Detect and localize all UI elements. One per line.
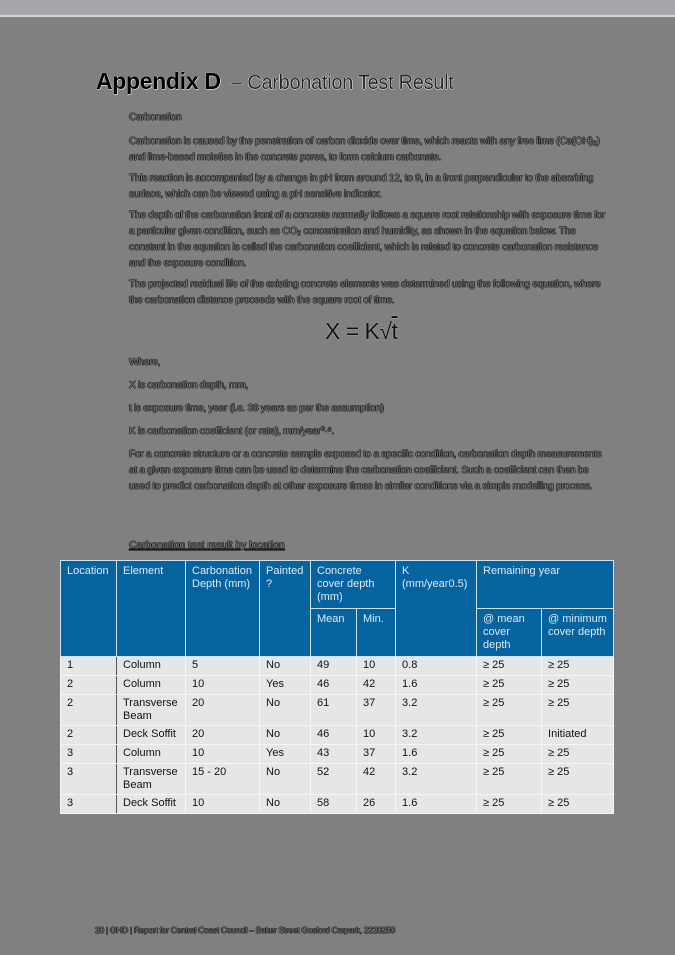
cell-location: 2 bbox=[61, 695, 117, 726]
cell-rem-min: Initiated bbox=[542, 726, 614, 745]
cell-element: Column bbox=[117, 676, 186, 695]
cell-mean: 61 bbox=[311, 695, 357, 726]
header-at-min: @ minimum cover depth bbox=[542, 609, 614, 657]
cell-depth: 10 bbox=[186, 676, 260, 695]
carbonation-equation bbox=[325, 318, 397, 345]
cell-depth: 20 bbox=[186, 726, 260, 745]
cell-min: 26 bbox=[357, 795, 396, 814]
cell-element: Deck Soffit bbox=[117, 795, 186, 814]
cell-rem-mean: ≥ 25 bbox=[477, 657, 542, 676]
paragraph: This reaction is accompanied by a change in pH from around 12, to 9, in a front perpendicular to the absorbing surface, which can be viewed using a pH sensitive indicator. bbox=[129, 173, 594, 200]
definition-t: t is exposure time, year (i.e. 38 years as per the assumption) bbox=[129, 403, 384, 414]
cell-k: 3.2 bbox=[396, 695, 477, 726]
cell-depth: 20 bbox=[186, 695, 260, 726]
cell-k: 1.6 bbox=[396, 795, 477, 814]
cell-location: 3 bbox=[61, 764, 117, 795]
cell-location: 3 bbox=[61, 795, 117, 814]
appendix-label: Appendix D bbox=[96, 68, 221, 94]
header-mean: Mean bbox=[311, 609, 357, 657]
cell-rem-mean: ≥ 25 bbox=[477, 795, 542, 814]
table-row bbox=[61, 745, 614, 764]
page-title bbox=[96, 68, 454, 95]
cell-element: Column bbox=[117, 657, 186, 676]
cell-min: 37 bbox=[357, 745, 396, 764]
paragraph: The projected residual life of the existing concrete elements was determined using the following equation, where the carbonation distance proceeds with the square root of time. bbox=[129, 279, 601, 306]
definition-x: X is carbonation depth, mm, bbox=[129, 380, 248, 391]
where-label: Where, bbox=[129, 357, 161, 368]
paragraph: The depth of the carbonation front of a concrete normally follows a square root relationship with exposure time for a particular given condition, such as CO₂ concentration and humidity, as shown in the equation below. The constant in the equation is called the carbonation coefficient, which is related to concrete carbonation resistance and the exposure condition. bbox=[129, 210, 606, 269]
cell-element: Transverse Beam bbox=[117, 695, 186, 726]
cell-location: 1 bbox=[61, 657, 117, 676]
cell-min: 42 bbox=[357, 676, 396, 695]
cell-painted: No bbox=[260, 657, 311, 676]
table-row bbox=[61, 726, 614, 745]
page-footer: 20 | GHD | Report for Central Coast Council – Baker Street Gosford Carpark, 2220250 bbox=[95, 925, 395, 935]
cell-k: 1.6 bbox=[396, 676, 477, 695]
header-element: Element bbox=[117, 561, 186, 657]
cell-rem-mean: ≥ 25 bbox=[477, 726, 542, 745]
table-row bbox=[61, 795, 614, 814]
equation-radicand: t bbox=[391, 318, 398, 344]
cell-min: 10 bbox=[357, 726, 396, 745]
cell-k: 3.2 bbox=[396, 726, 477, 745]
cell-element: Column bbox=[117, 745, 186, 764]
carbonation-results-table bbox=[60, 560, 614, 814]
cell-k: 0.8 bbox=[396, 657, 477, 676]
cell-painted: Yes bbox=[260, 745, 311, 764]
section-heading: Carbonation bbox=[129, 112, 182, 123]
table-row bbox=[61, 657, 614, 676]
cell-depth: 15 - 20 bbox=[186, 764, 260, 795]
cell-rem-mean: ≥ 25 bbox=[477, 676, 542, 695]
cell-mean: 49 bbox=[311, 657, 357, 676]
cell-rem-mean: ≥ 25 bbox=[477, 745, 542, 764]
table-row bbox=[61, 676, 614, 695]
cell-rem-min: ≥ 25 bbox=[542, 695, 614, 726]
cell-mean: 58 bbox=[311, 795, 357, 814]
table-caption: Carbonation test result by location bbox=[129, 540, 285, 551]
top-bar bbox=[0, 0, 675, 15]
cell-location: 2 bbox=[61, 726, 117, 745]
cell-rem-min: ≥ 25 bbox=[542, 795, 614, 814]
cell-min: 42 bbox=[357, 764, 396, 795]
closing-paragraph: For a concrete structure or a concrete sample exposed to a specific condition, carbonation depth measurements at a given exposure time can be used to determine the carbonation coefficient. Such a coefficient can then be used to predict carbonation depth at other exposure times in similar conditions via a simple modelling process. bbox=[129, 449, 602, 492]
cell-painted: No bbox=[260, 695, 311, 726]
cell-k: 3.2 bbox=[396, 764, 477, 795]
cell-rem-min: ≥ 25 bbox=[542, 676, 614, 695]
equation-lhs: X = K√ bbox=[325, 318, 392, 344]
body-section bbox=[129, 110, 609, 314]
cell-element: Transverse Beam bbox=[117, 764, 186, 795]
cell-mean: 43 bbox=[311, 745, 357, 764]
cell-painted: No bbox=[260, 726, 311, 745]
cell-location: 3 bbox=[61, 745, 117, 764]
definitions-section bbox=[129, 355, 609, 500]
cell-rem-mean: ≥ 25 bbox=[477, 764, 542, 795]
header-at-mean: @ mean cover depth bbox=[477, 609, 542, 657]
header-cover-depth: Concrete cover depth (mm) bbox=[311, 561, 396, 609]
appendix-title: – Carbonation Test Result bbox=[231, 72, 454, 94]
cell-painted: No bbox=[260, 764, 311, 795]
cell-element: Deck Soffit bbox=[117, 726, 186, 745]
header-location: Location bbox=[61, 561, 117, 657]
cell-location: 2 bbox=[61, 676, 117, 695]
header-painted: Painted ? bbox=[260, 561, 311, 657]
cell-depth: 10 bbox=[186, 745, 260, 764]
cell-rem-min: ≥ 25 bbox=[542, 764, 614, 795]
header-min: Min. bbox=[357, 609, 396, 657]
header-remaining-year: Remaining year bbox=[477, 561, 614, 609]
table-row bbox=[61, 764, 614, 795]
cell-rem-mean: ≥ 25 bbox=[477, 695, 542, 726]
cell-min: 37 bbox=[357, 695, 396, 726]
cell-mean: 46 bbox=[311, 726, 357, 745]
paragraph: Carbonation is caused by the penetration of carbon dioxide over time, which reacts with any free lime (Ca(OH)₂) and lime-based moieties in the concrete pores, to form calcium carbonate. bbox=[129, 136, 600, 163]
cell-painted: Yes bbox=[260, 676, 311, 695]
cell-depth: 10 bbox=[186, 795, 260, 814]
cell-depth: 5 bbox=[186, 657, 260, 676]
cell-mean: 52 bbox=[311, 764, 357, 795]
top-bar-divider bbox=[0, 15, 675, 17]
cell-painted: No bbox=[260, 795, 311, 814]
table-row bbox=[61, 695, 614, 726]
header-k: K (mm/year0.5) bbox=[396, 561, 477, 657]
cell-rem-min: ≥ 25 bbox=[542, 657, 614, 676]
definition-k: K is carbonation coefficient (or rate), mm/year⁰·⁵. bbox=[129, 426, 334, 437]
header-carbonation-depth: Carbonation Depth (mm) bbox=[186, 561, 260, 657]
cell-rem-min: ≥ 25 bbox=[542, 745, 614, 764]
cell-mean: 46 bbox=[311, 676, 357, 695]
cell-k: 1.6 bbox=[396, 745, 477, 764]
cell-min: 10 bbox=[357, 657, 396, 676]
